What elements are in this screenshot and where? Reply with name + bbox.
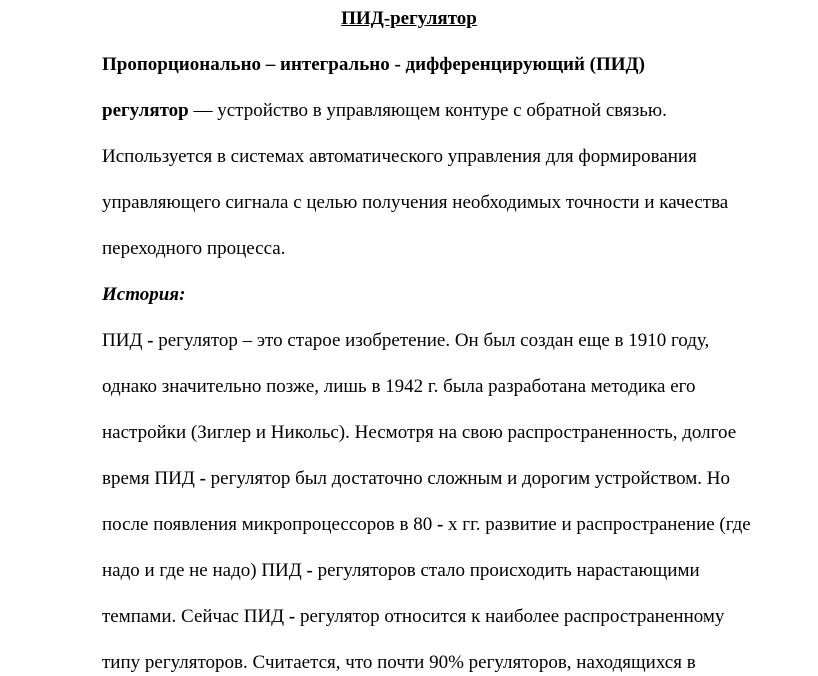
document-title: ПИД-регулятор xyxy=(341,8,477,29)
history-line-text: регулятор относится к наиболее распространенному xyxy=(295,606,725,627)
history-line-bold: - xyxy=(199,468,206,489)
intro-line-2 xyxy=(102,100,667,122)
history-line-text: регуляторов стало происходить нарастающими xyxy=(312,560,700,581)
history-line-text: ПИД xyxy=(102,330,148,351)
history-line-text: время ПИД xyxy=(102,468,200,489)
intro-term-bold: регулятор xyxy=(102,100,189,121)
history-line xyxy=(102,606,724,628)
intro-line-4: управляющего сигнала с целью получения необходимых точности и качества xyxy=(102,192,729,213)
intro-line-5: переходного процесса. xyxy=(102,238,286,259)
history-line-bold: - xyxy=(436,514,444,535)
history-line-text: типу регуляторов. Считается, что почти 90% регуляторов, находящихся в xyxy=(102,652,696,673)
history-line-text: регулятор был достаточно сложным и дорогим устройством. Но xyxy=(205,468,731,489)
history-line xyxy=(102,422,736,444)
history-line-text: регулятор – это старое изобретение. Он был создан еще в 1910 году, xyxy=(153,330,710,351)
history-line-text: настройки (Зиглер и Никольс). Несмотря на свою распространенность, долгое xyxy=(102,422,737,443)
history-line-text: однако значительно позже, лишь в 1942 г. была разработана методика его xyxy=(102,376,696,397)
history-line xyxy=(102,376,695,398)
history-line xyxy=(102,560,700,582)
history-line xyxy=(102,652,696,674)
history-heading: История: xyxy=(102,284,186,305)
history-line xyxy=(102,330,709,352)
intro-line-3: Используется в системах автоматического управления для формирования xyxy=(102,146,697,167)
history-line-bold: - xyxy=(288,606,296,627)
intro-line-1: Пропорционально – интегрально - дифференцирующий (ПИД) xyxy=(102,54,645,75)
history-line-bold: - xyxy=(147,330,154,351)
history-line-text: х гг. развитие и распространение (где xyxy=(443,514,751,535)
history-line xyxy=(102,514,751,536)
history-line-text: после появления микропроцессоров в 80 xyxy=(102,514,437,535)
history-line-text: надо и где не надо) ПИД xyxy=(102,560,307,581)
intro-line-2-rest: — устройство в управляющем контуре с обратной связью. xyxy=(188,100,667,121)
history-line xyxy=(102,468,730,490)
history-line-bold: - xyxy=(306,560,313,581)
history-line-text: темпами. Сейчас ПИД xyxy=(102,606,289,627)
